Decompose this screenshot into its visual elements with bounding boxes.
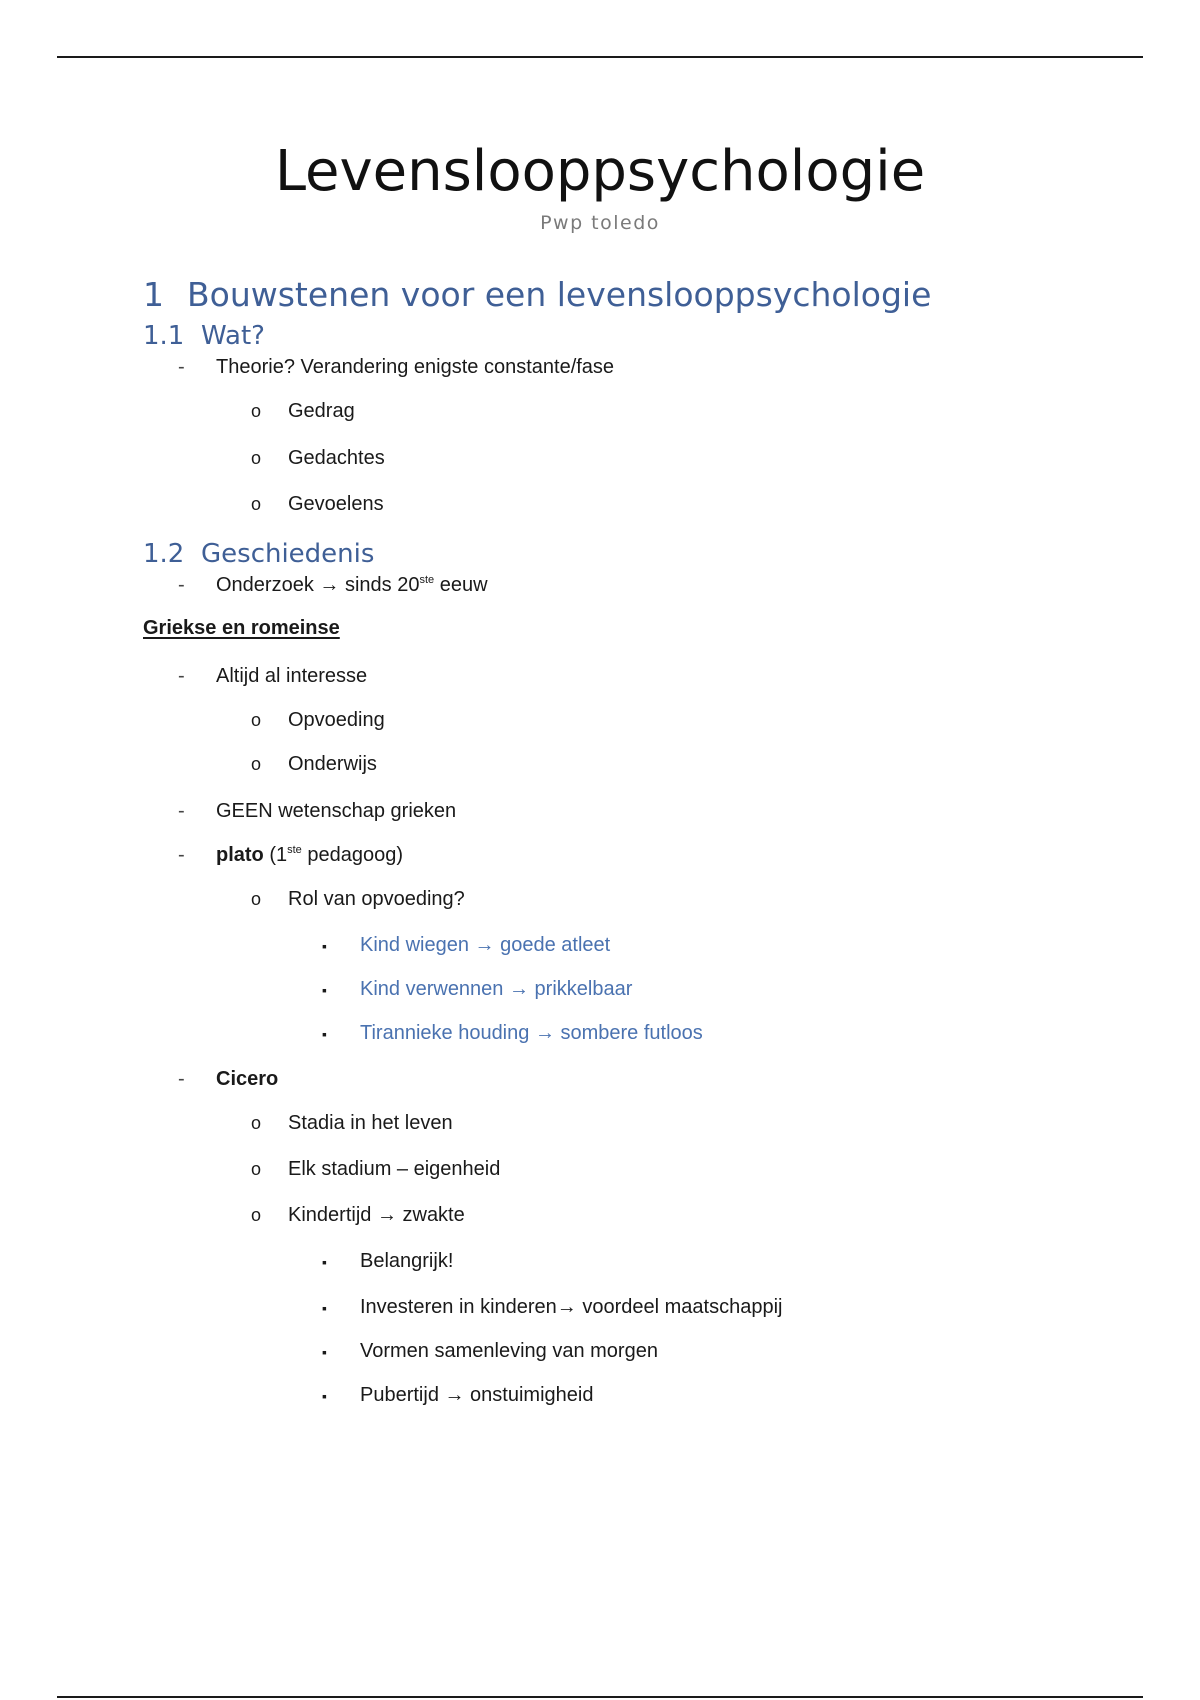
- circle-bullet: o: [251, 1205, 262, 1225]
- list-item: [251, 1202, 465, 1228]
- square-bullet: ▪: [322, 1026, 327, 1042]
- list-item: [251, 1110, 453, 1136]
- list-item-text: Onderwijs: [288, 753, 377, 775]
- list-item: [322, 1338, 658, 1365]
- square-bullet: ▪: [322, 1300, 327, 1316]
- heading-number: 1.2: [143, 539, 185, 569]
- list-item-text: Vormen samenleving van morgen: [360, 1340, 658, 1362]
- text-part: zwakte: [396, 1204, 465, 1226]
- circle-bullet: o: [251, 710, 262, 730]
- heading-number: 1: [143, 275, 164, 314]
- text-part: eeuw: [434, 574, 488, 596]
- text-part: voordeel maatschappij: [576, 1296, 783, 1318]
- dash-bullet: -: [178, 800, 185, 822]
- text-part: Tirannieke houding: [360, 1022, 535, 1044]
- arrow-icon: →: [444, 1384, 465, 1406]
- section-label: Griekse en romeinse: [143, 617, 340, 639]
- square-bullet: ▪: [322, 938, 327, 954]
- arrow-icon: →: [508, 978, 529, 1000]
- dash-bullet: -: [178, 1068, 185, 1090]
- list-item: [251, 398, 355, 424]
- list-item-text: Stadia in het leven: [288, 1112, 453, 1134]
- text-part: goede atleet: [494, 934, 611, 956]
- list-item: [178, 572, 488, 598]
- heading-1: [143, 275, 931, 315]
- name-bold: plato: [216, 844, 264, 866]
- circle-bullet: o: [251, 448, 262, 468]
- text-part: Onderzoek: [216, 574, 320, 596]
- superscript: ste: [287, 844, 302, 856]
- text-part: (1: [263, 844, 288, 866]
- list-item: [322, 1294, 782, 1321]
- list-item-text: GEEN wetenschap grieken: [216, 800, 457, 822]
- list-item: [322, 976, 632, 1003]
- arrow-icon: →: [376, 1204, 397, 1226]
- list-item-text: Theorie? Verandering enigste constante/fase: [216, 356, 615, 378]
- text-part: sinds 20: [339, 574, 420, 596]
- arrow-icon: →: [474, 934, 495, 956]
- list-item-text: Gedrag: [288, 400, 355, 422]
- heading-text: Geschiedenis: [201, 539, 375, 569]
- list-item: [322, 1382, 593, 1409]
- list-item: [322, 932, 610, 959]
- dash-bullet: -: [178, 665, 185, 687]
- text-part: pedagoog): [301, 844, 404, 866]
- list-item: [251, 491, 384, 517]
- list-item: [251, 751, 377, 777]
- list-item: [178, 798, 456, 824]
- text-part: Kindertijd: [288, 1204, 377, 1226]
- dash-bullet: -: [178, 574, 185, 596]
- square-bullet: ▪: [322, 1254, 327, 1270]
- text-part: sombere futloos: [554, 1022, 703, 1044]
- list-item-text: Elk stadium – eigenheid: [288, 1158, 501, 1180]
- list-item: [178, 354, 614, 380]
- list-item-text: Gevoelens: [288, 493, 384, 515]
- text-part: Investeren in kinderen: [360, 1296, 557, 1318]
- superscript: ste: [419, 574, 435, 586]
- text-part: Pubertijd: [360, 1384, 445, 1406]
- list-item-text: Cicero: [216, 1068, 279, 1090]
- list-item: [251, 707, 385, 733]
- list-item: [178, 1066, 278, 1092]
- square-bullet: ▪: [322, 982, 327, 998]
- heading-1-1: [143, 320, 265, 352]
- list-item: [251, 1156, 500, 1182]
- square-bullet: ▪: [322, 1388, 327, 1404]
- list-item: [322, 1020, 703, 1047]
- circle-bullet: o: [251, 401, 262, 421]
- text-part: Kind wiegen: [360, 934, 475, 956]
- header-rule: [57, 56, 1143, 58]
- list-item: [251, 445, 385, 471]
- arrow-icon: →: [556, 1296, 577, 1318]
- footer-rule: [57, 1696, 1143, 1698]
- text-part: Kind verwennen: [360, 978, 509, 1000]
- list-item-text: Altijd al interesse: [216, 665, 368, 687]
- circle-bullet: o: [251, 1159, 262, 1179]
- text-part: prikkelbaar: [528, 978, 633, 1000]
- list-item-text: Gedachtes: [288, 447, 385, 469]
- list-item-text: Opvoeding: [288, 709, 385, 731]
- list-item: [322, 1248, 453, 1275]
- text-part: onstuimigheid: [464, 1384, 594, 1406]
- heading-text: Wat?: [201, 321, 265, 351]
- square-bullet: ▪: [322, 1344, 327, 1360]
- heading-1-2: [143, 538, 374, 570]
- document-subtitle: Pwp toledo: [540, 212, 660, 234]
- circle-bullet: o: [251, 494, 262, 514]
- arrow-icon: →: [319, 574, 340, 596]
- circle-bullet: o: [251, 1113, 262, 1133]
- heading-text: Bouwstenen voor een levenslooppsychologie: [187, 275, 932, 314]
- circle-bullet: o: [251, 889, 262, 909]
- arrow-icon: →: [534, 1022, 555, 1044]
- list-item: [178, 842, 403, 868]
- list-item-text: Rol van opvoeding?: [288, 888, 465, 910]
- heading-number: 1.1: [143, 321, 185, 351]
- dash-bullet: -: [178, 844, 185, 866]
- list-item-text: Belangrijk!: [360, 1250, 454, 1272]
- list-item: [178, 663, 367, 689]
- circle-bullet: o: [251, 754, 262, 774]
- list-item: [251, 886, 465, 912]
- dash-bullet: -: [178, 356, 185, 378]
- document-title: Levenslooppsychologie: [274, 139, 926, 204]
